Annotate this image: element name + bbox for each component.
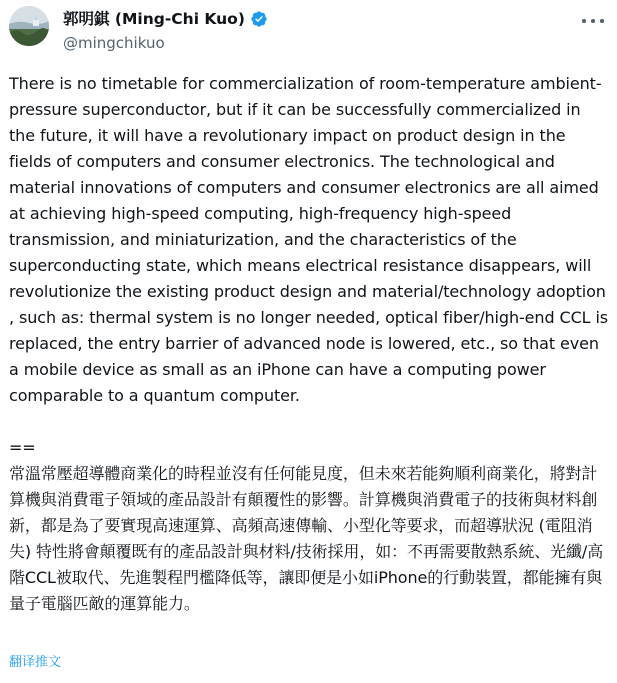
more-dot — [591, 19, 595, 23]
tweet-english-text: There is no timetable for commercialization of room-temperature ambient-pressure superconductor, but if it can be successfully commercialized in the future, it will have a revolutionary impact on product design in the fields of computers and consumer electronics. The technological and material innovations of computers and consumer electronics are all aimed at achieving high-speed computing, high-frequency high-speed transmission, and miniaturization, and the characteristics of the superconducting state, which means electrical resistance disappears, will revolutionize the existing product design and material/technology adoption , such as: thermal system is no longer needed, optical fiber/high-end CCL is replaced, the entry barrier of advanced node is lowered, etc., so that even a mobile device as small as an iPhone can have a computing power comparable to a quantum computer. — [9, 74, 614, 405]
tweet-chinese-text: 常溫常壓超導體商業化的時程並沒有任何能見度，但未來若能夠順利商業化，將對計算機與消費電子領域的產品設計有顛覆性的影響。計算機與消費電子的技術與材料創新，都是為了要實現高速運算、高頻高速傳輸、小型化等要求，而超導狀況 (電阻消失) 特性將會顛覆既有的產品設計與材料/技術採用，如：不再需要散熱系統、光纖/高階CCL被取代、先進製程門檻降低等，讓即便是小如iPhone的行動裝置，都能擁有與量子電腦匹敵的運算能力。 — [9, 464, 604, 613]
translate-tweet-link[interactable]: 翻译推文 — [9, 655, 62, 670]
display-name[interactable]: 郭明錤 (Ming-Chi Kuo) — [63, 10, 245, 28]
handle[interactable]: @mingchikuo — [63, 34, 165, 52]
author-block — [63, 8, 268, 53]
more-dot — [600, 19, 604, 23]
name-row — [63, 8, 268, 30]
paragraph-spacer — [9, 409, 609, 435]
avatar[interactable] — [9, 6, 49, 46]
verified-badge-icon — [250, 10, 268, 28]
avatar-image — [9, 6, 49, 46]
tweet-text — [9, 71, 614, 617]
more-horizontal-icon — [582, 19, 586, 23]
more-options-button[interactable] — [582, 14, 604, 28]
tweet-separator: == — [9, 438, 36, 457]
